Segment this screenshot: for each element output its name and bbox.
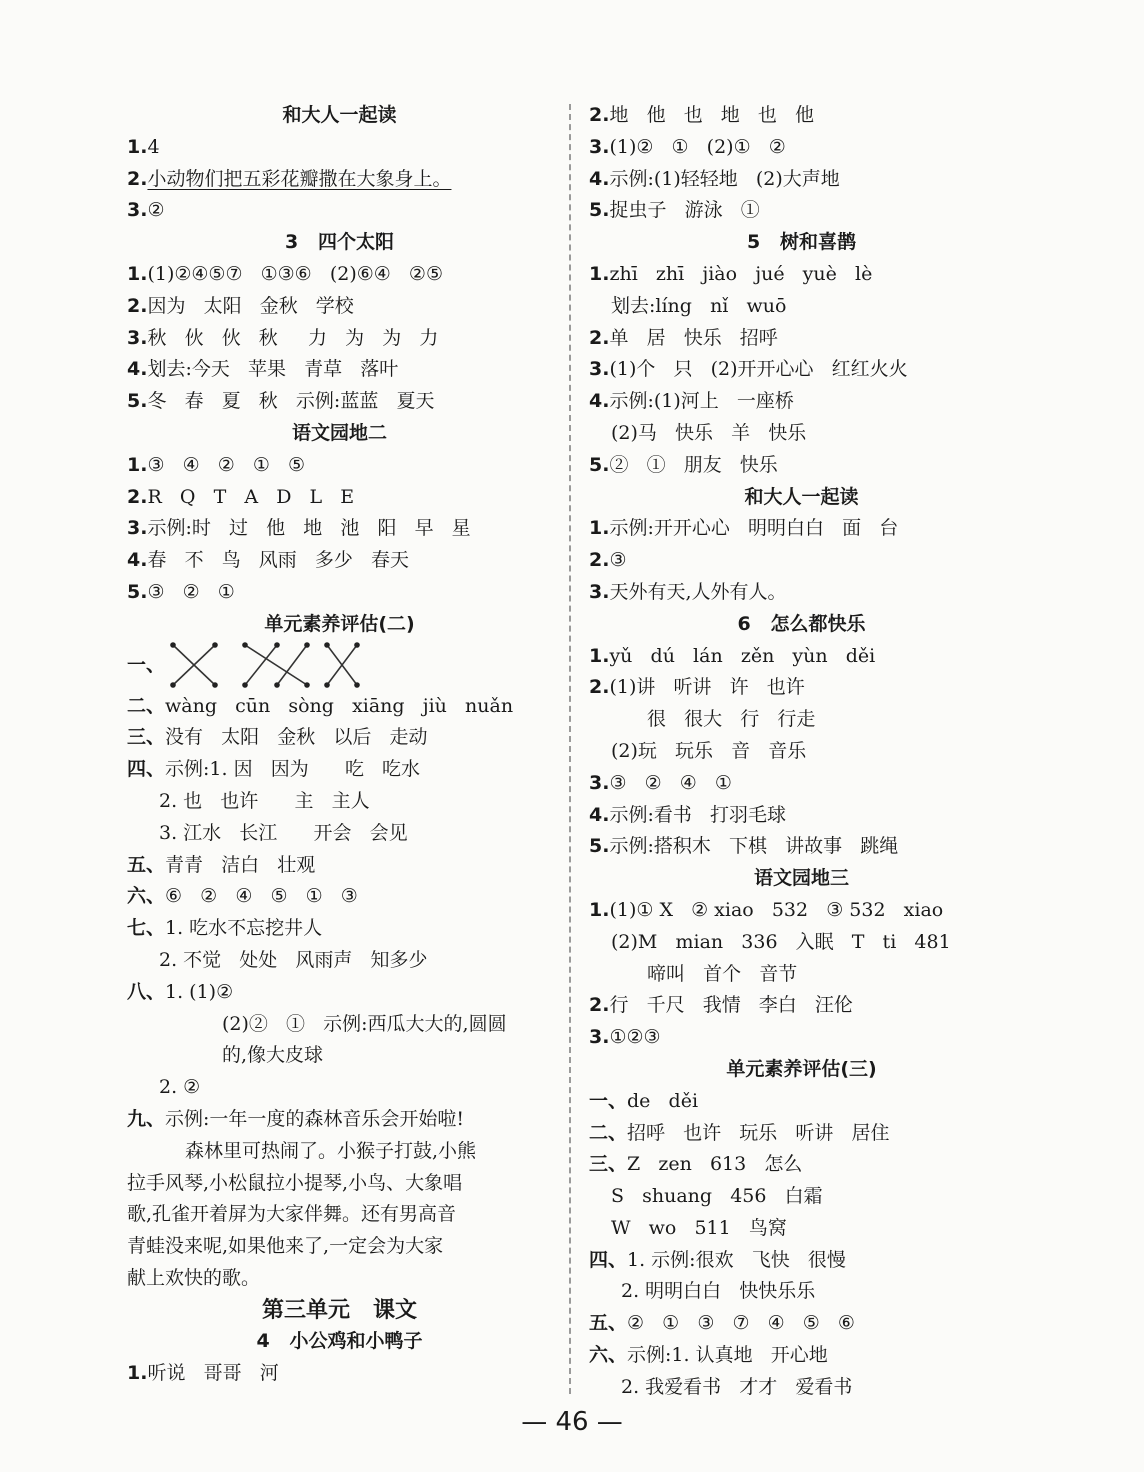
answer-text: 捉虫子 游泳 ① <box>609 199 760 222</box>
matching-answer-row <box>127 641 552 691</box>
answer-line <box>127 482 552 514</box>
question-number: 5. <box>589 453 610 476</box>
matching-line <box>245 645 307 685</box>
matching-dot <box>170 642 176 648</box>
answer-line <box>127 513 552 545</box>
section-heading: 5 树和喜鹊 <box>746 231 857 254</box>
answer-text: 歌,孔雀开着屏为大家伴舞。还有男高音 <box>127 1203 457 1226</box>
question-number: 一、 <box>127 653 166 676</box>
answer-text: ③ ② ① <box>147 580 235 603</box>
answer-text: 献上欢快的歌。 <box>127 1266 261 1289</box>
answer-text: 示例:1. 因 因为 吃 吃水 <box>165 758 421 781</box>
answer-text: (1)个 只 (2)开开心心 红红火火 <box>609 358 908 381</box>
matching-dot <box>242 682 248 688</box>
answer-text: W wo 511 鸟窝 <box>611 1216 787 1239</box>
answer-line <box>589 291 1014 323</box>
section-heading: 和大人一起读 <box>744 485 859 508</box>
answer-line <box>589 927 1014 959</box>
answer-line <box>127 722 552 754</box>
answer-text: 没有 太阳 金秋 以后 走动 <box>165 726 428 749</box>
question-number: 二、 <box>589 1121 628 1144</box>
answer-line <box>589 513 1014 545</box>
question-number: 3. <box>127 326 148 349</box>
question-number: 5. <box>127 390 148 413</box>
answer-text: zhī zhī jiào jué yuè lè <box>609 262 873 285</box>
answer-text: (1)讲 听讲 许 也许 <box>609 676 805 699</box>
answer-text: 地 他 也 地 也 他 <box>609 104 815 126</box>
answer-text: 因为 太阳 金秋 学校 <box>147 294 354 317</box>
answer-line <box>127 786 552 818</box>
answer-text: 青蛙没来呢,如果他来了,一定会为大家 <box>127 1235 444 1258</box>
answer-line <box>589 800 1014 832</box>
answer-text: 春 不 鸟 风雨 多少 春天 <box>147 549 410 572</box>
answer-text: de děi <box>627 1089 699 1112</box>
answer-text: 招呼 也许 玩乐 听讲 居住 <box>627 1121 890 1144</box>
answer-text: 行 千尺 我情 李白 汪伦 <box>609 994 853 1017</box>
answer-line <box>589 577 1014 609</box>
answer-line <box>589 259 1014 291</box>
answer-text: 示例:搭积木 下棋 讲故事 跳绳 <box>609 835 899 858</box>
answer-line <box>127 1199 552 1231</box>
matching-dot <box>170 682 176 688</box>
answer-text: (1)② ① (2)① ② <box>609 135 786 158</box>
question-number: 2. <box>127 167 148 190</box>
answer-line <box>127 977 552 1009</box>
answer-line <box>127 913 552 945</box>
question-number: 1. <box>127 453 148 476</box>
answer-line <box>589 164 1014 196</box>
question-number: 5. <box>127 580 148 603</box>
answer-text: 单 居 快乐 招呼 <box>609 326 778 349</box>
answer-text: 示例:1. 认真地 开心地 <box>627 1344 828 1367</box>
answer-line <box>589 1308 1014 1340</box>
answer-line <box>127 945 552 977</box>
answer-line <box>589 990 1014 1022</box>
matching-dot <box>304 642 310 648</box>
answer-line <box>589 1276 1014 1308</box>
answer-text: 示例:开开心心 明明白白 面 台 <box>609 517 899 540</box>
answer-text: 冬 春 夏 秋 示例:蓝蓝 夏天 <box>147 390 435 413</box>
question-number: 5. <box>589 199 610 222</box>
question-number: 三、 <box>589 1153 628 1176</box>
question-number: 二、 <box>127 694 166 717</box>
answer-text: S shuang 456 白霜 <box>611 1185 823 1208</box>
answer-text: 秋 伙 伙 秋 力 为 为 力 <box>147 326 439 349</box>
question-number: 2. <box>589 994 610 1017</box>
question-number: 3. <box>127 517 148 540</box>
answer-line <box>127 850 552 882</box>
answer-text: wàng cūn sòng xiāng jiù nuǎn <box>165 694 514 717</box>
question-number: 三、 <box>127 726 166 749</box>
left-column <box>127 100 552 1390</box>
answer-text: 示例:(1)轻轻地 (2)大声地 <box>609 167 840 190</box>
answer-line <box>127 132 552 164</box>
question-number: 3. <box>127 199 148 222</box>
question-number: 3. <box>589 580 610 603</box>
answer-text: (1)②④⑤⑦ ①③⑥ (2)⑥④ ②⑤ <box>147 262 444 285</box>
answer-text: 3. 江水 长江 开会 会见 <box>159 821 408 844</box>
answer-text: (2)玩 玩乐 音 音乐 <box>611 739 807 762</box>
answer-line <box>589 545 1014 577</box>
page-number: — 46 — <box>521 1407 623 1437</box>
section-heading: 和大人一起读 <box>282 104 397 126</box>
section-heading: 4 小公鸡和小鸭子 <box>256 1330 423 1353</box>
question-number: 1. <box>589 644 610 667</box>
answer-text: 2. ② <box>159 1076 201 1099</box>
answer-text: 示例:时 过 他 地 池 阳 早 星 <box>147 517 471 540</box>
question-number: 七、 <box>127 917 166 940</box>
answer-text: 4 <box>147 135 160 158</box>
section-heading: 语文园地三 <box>753 867 849 890</box>
answer-text: 示例:一年一度的森林音乐会开始啦! <box>165 1107 465 1130</box>
question-number: 九、 <box>127 1107 166 1130</box>
answer-line <box>127 195 552 227</box>
answer-line <box>589 704 1014 736</box>
answer-line <box>589 1213 1014 1245</box>
question-number: 4. <box>589 803 610 826</box>
answer-text: 2. 也 也许 主 主人 <box>159 789 370 812</box>
question-number: 2. <box>127 294 148 317</box>
answer-text: R Q T A D L E <box>147 485 355 508</box>
section-heading: 单元素养评估(三) <box>726 1057 877 1080</box>
answer-text: ③ <box>609 549 627 572</box>
matching-line <box>245 645 277 685</box>
question-number: 5. <box>589 835 610 858</box>
answer-line <box>127 386 552 418</box>
answer-text: 天外有天,人外有人。 <box>609 580 787 603</box>
question-number: 3. <box>589 135 610 158</box>
answer-line <box>589 132 1014 164</box>
answer-line <box>589 959 1014 991</box>
question-number: 4. <box>127 358 148 381</box>
answer-line <box>589 895 1014 927</box>
answer-line <box>127 1040 552 1072</box>
answer-text: 示例:看书 打羽毛球 <box>609 803 786 826</box>
answer-text: yǔ dú lán zěn yùn děi <box>609 644 876 667</box>
answer-text: 划去:líng nǐ wuō <box>611 294 787 317</box>
answer-line <box>589 450 1014 482</box>
answer-line <box>127 754 552 786</box>
answer-text: 啼叫 首个 音节 <box>647 962 798 985</box>
question-number: 五、 <box>589 1312 628 1335</box>
matching-dot <box>324 642 330 648</box>
matching-dot <box>304 682 310 688</box>
answer-line <box>589 1245 1014 1277</box>
answer-text: 1. (1)② <box>165 980 234 1003</box>
answer-text: (2)M mian 336 入眠 T ti 481 <box>611 930 951 953</box>
answer-text: (2)② ① 示例:西瓜大大的,圆圆 <box>222 1012 507 1035</box>
matching-dot <box>212 642 218 648</box>
answer-line <box>589 1372 1014 1404</box>
matching-dot <box>212 682 218 688</box>
answer-line <box>589 736 1014 768</box>
answer-text: 听说 哥哥 河 <box>147 1362 279 1385</box>
answer-line <box>127 1136 552 1168</box>
answer-text: Z zen 613 怎么 <box>627 1153 803 1176</box>
question-number: 1. <box>589 262 610 285</box>
answer-text: 2. 我爱看书 才才 爱看书 <box>621 1375 853 1398</box>
answer-line <box>127 1072 552 1104</box>
answer-text: 划去:今天 苹果 青草 落叶 <box>147 358 399 381</box>
answer-text: 1. 示例:很欢 飞快 很慢 <box>627 1248 846 1271</box>
answer-line <box>127 164 552 196</box>
answer-text: 很 很大 行 行走 <box>647 708 816 731</box>
question-number: 五、 <box>127 853 166 876</box>
question-number: 一、 <box>589 1089 628 1112</box>
matching-dot <box>354 682 360 688</box>
answer-line <box>589 1022 1014 1054</box>
question-number: 2. <box>127 485 148 508</box>
matching-line <box>277 645 307 685</box>
answer-line <box>127 354 552 386</box>
answer-line <box>127 1263 552 1295</box>
question-number: 3. <box>589 771 610 794</box>
question-number: 1. <box>127 1362 148 1385</box>
answer-text: 的,像大皮球 <box>222 1044 324 1067</box>
answer-line <box>127 1009 552 1041</box>
question-number: 4. <box>589 167 610 190</box>
answer-text: ② ① ③ ⑦ ④ ⑤ ⑥ <box>627 1312 855 1335</box>
question-number: 六、 <box>127 885 166 908</box>
right-column <box>589 100 1014 1404</box>
answer-text: ② <box>147 199 165 222</box>
answer-line <box>127 1358 552 1390</box>
answer-line <box>589 418 1014 450</box>
question-number: 1. <box>589 898 610 921</box>
answer-text: ③ ② ④ ① <box>609 771 732 794</box>
answer-line <box>589 100 1014 132</box>
question-number: 2. <box>589 676 610 699</box>
answer-line <box>589 1086 1014 1118</box>
question-number: 四、 <box>127 758 166 781</box>
answer-text: 2. 不觉 处处 风雨声 知多少 <box>159 948 428 971</box>
answer-line <box>127 291 552 323</box>
answer-text: 1. 吃水不忘挖井人 <box>165 917 323 940</box>
answer-text: ③ ④ ② ① ⑤ <box>147 453 306 476</box>
answer-line <box>127 1168 552 1200</box>
matching-dot <box>324 682 330 688</box>
section-heading: 单元素养评估(二) <box>264 612 415 635</box>
answer-line <box>589 672 1014 704</box>
answer-line <box>589 1181 1014 1213</box>
answer-line <box>589 386 1014 418</box>
matching-dot <box>274 642 280 648</box>
answer-text: 小动物们把五彩花瓣撒在大象身上。 <box>147 167 452 190</box>
answer-line <box>127 691 552 723</box>
answer-line <box>127 577 552 609</box>
section-heading: 6 怎么都快乐 <box>737 612 866 635</box>
question-number: 4. <box>589 390 610 413</box>
answer-text: ② ① 朋友 快乐 <box>609 453 778 476</box>
matching-dot <box>242 642 248 648</box>
section-heading: 第三单元 课文 <box>262 1297 417 1323</box>
matching-dot <box>354 642 360 648</box>
answer-line <box>589 641 1014 673</box>
section-heading: 3 四个太阳 <box>284 231 395 254</box>
column-divider <box>569 104 571 1394</box>
question-number: 1. <box>127 262 148 285</box>
answer-text: 拉手风琴,小松鼠拉小提琴,小鸟、大象唱 <box>127 1171 463 1194</box>
answer-text: 森林里可热闹了。小猴子打鼓,小熊 <box>185 1139 477 1162</box>
question-number: 3. <box>589 1026 610 1049</box>
answer-line <box>589 1340 1014 1372</box>
answer-text: 青青 洁白 壮观 <box>165 853 316 876</box>
answer-line <box>589 195 1014 227</box>
answer-line <box>589 768 1014 800</box>
question-number: 1. <box>127 135 148 158</box>
answer-line <box>127 259 552 291</box>
matching-dot <box>274 682 280 688</box>
question-number: 2. <box>589 104 610 126</box>
answer-line <box>127 881 552 913</box>
matching-lines-diagram <box>167 641 367 691</box>
answer-line <box>589 354 1014 386</box>
answer-line <box>589 323 1014 355</box>
answer-text: ⑥ ② ④ ⑤ ① ③ <box>165 885 358 908</box>
question-number: 3. <box>589 358 610 381</box>
question-number: 四、 <box>589 1248 628 1271</box>
answer-line <box>127 1104 552 1136</box>
answer-line <box>127 818 552 850</box>
answer-text: 示例:(1)河上 一座桥 <box>609 390 794 413</box>
answer-text: ①②③ <box>609 1026 661 1049</box>
answer-text: (1)① X ② xiao 532 ③ 532 xiao <box>609 898 944 921</box>
answer-line <box>589 1149 1014 1181</box>
question-number: 1. <box>589 517 610 540</box>
section-heading: 语文园地二 <box>291 421 387 444</box>
answer-line <box>127 323 552 355</box>
answer-text: (2)马 快乐 羊 快乐 <box>611 421 807 444</box>
answer-line <box>127 450 552 482</box>
question-number: 2. <box>589 549 610 572</box>
answer-line <box>127 545 552 577</box>
question-number: 八、 <box>127 980 166 1003</box>
question-number: 4. <box>127 549 148 572</box>
answer-line <box>127 1231 552 1263</box>
answer-line <box>589 1118 1014 1150</box>
answer-text: 2. 明明白白 快快乐乐 <box>621 1280 816 1303</box>
question-number: 六、 <box>589 1344 628 1367</box>
answer-line <box>589 831 1014 863</box>
question-number: 2. <box>589 326 610 349</box>
